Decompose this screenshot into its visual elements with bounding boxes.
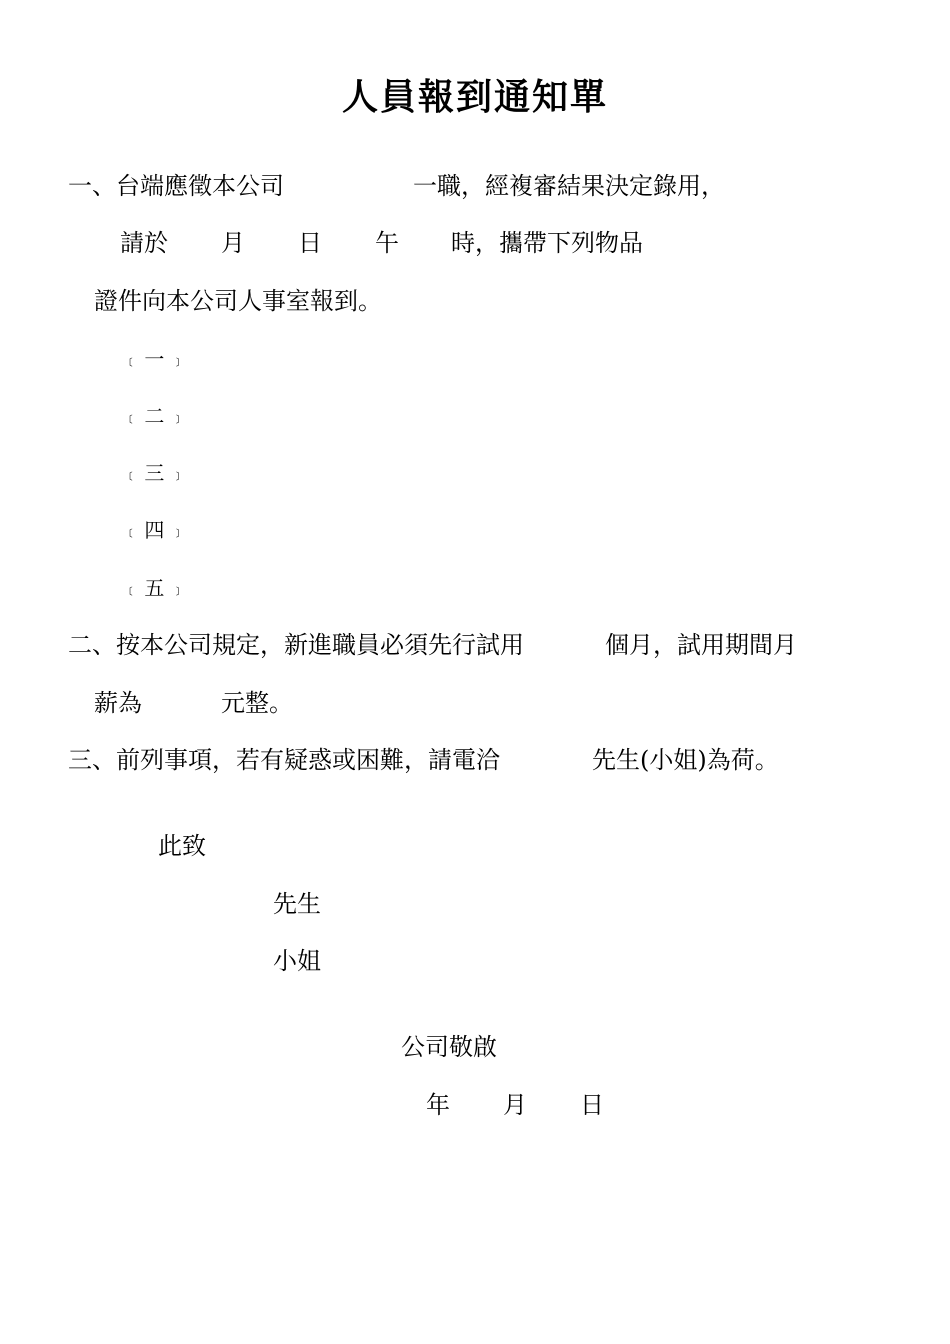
section2-line1-end: 個月，試用期間月 — [605, 631, 797, 659]
section1-month-label: 月 — [221, 229, 245, 257]
bracket-open: ﹝ — [124, 583, 138, 599]
list-item — [124, 401, 185, 434]
item-number: 五 — [144, 576, 165, 600]
section1-line2-start: 請於 — [120, 229, 168, 257]
bracket-open: ﹝ — [124, 525, 138, 541]
item-number: 四 — [144, 518, 165, 542]
bracket-close: ﹞ — [170, 583, 185, 599]
date-day-label: 日 — [580, 1091, 604, 1119]
recipient-mr: 先生 — [273, 890, 321, 918]
section1-day-label: 日 — [298, 229, 322, 257]
closing-greeting: 此致 — [158, 832, 206, 860]
bracket-open: ﹝ — [124, 354, 138, 370]
bracket-open: ﹝ — [124, 468, 138, 484]
section3-line-start: 三、前列事項，若有疑惑或困難，請電洽 — [68, 746, 500, 774]
date-year-label: 年 — [426, 1091, 450, 1119]
section1-line3: 證件向本公司人事室報到。 — [94, 287, 382, 315]
section1-line1-start: 一、台端應徵本公司 — [68, 172, 284, 200]
list-item — [124, 344, 185, 377]
bracket-close: ﹞ — [170, 411, 185, 427]
recipient-ms: 小姐 — [273, 947, 321, 975]
company-signature: 公司敬啟 — [401, 1033, 497, 1061]
section2-line2-end: 元整。 — [221, 689, 293, 717]
section2-line2-start: 薪為 — [94, 689, 142, 717]
date-month-label: 月 — [503, 1091, 527, 1119]
section3-line-end: 先生(小姐)為荷。 — [592, 746, 779, 774]
list-item — [124, 573, 185, 606]
section1-line2-end: 時，攜帶下列物品 — [451, 229, 643, 257]
item-number: 一 — [144, 347, 165, 371]
item-number: 二 — [144, 404, 165, 428]
bracket-open: ﹝ — [124, 411, 138, 427]
item-number: 三 — [144, 461, 165, 485]
section1-noon-label: 午 — [375, 229, 399, 257]
page-title: 人員報到通知單 — [341, 77, 608, 118]
bracket-close: ﹞ — [170, 525, 185, 541]
bracket-close: ﹞ — [170, 468, 185, 484]
bracket-close: ﹞ — [170, 354, 185, 370]
section1-line1-end: 一職，經複審結果決定錄用， — [413, 172, 725, 200]
list-item — [124, 458, 185, 491]
list-item — [124, 515, 185, 548]
section2-line1-start: 二、按本公司規定，新進職員必須先行試用 — [68, 631, 524, 659]
